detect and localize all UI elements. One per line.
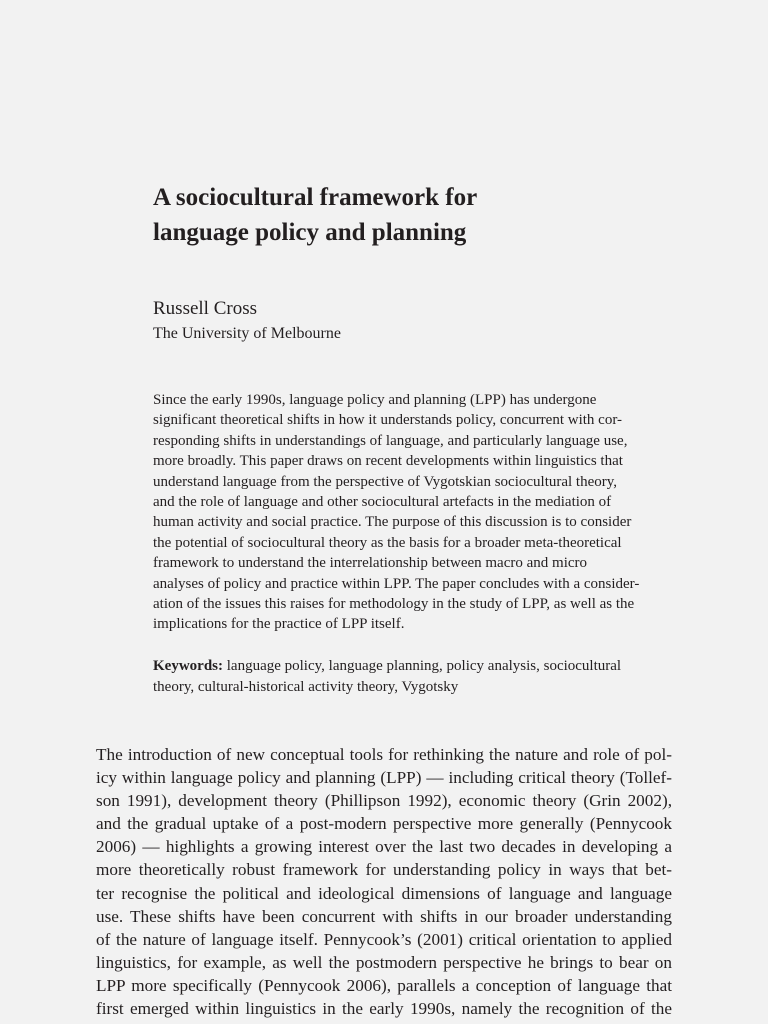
- abstract: [153, 390, 673, 635]
- article-title-line: A sociocultural framework for: [153, 184, 478, 211]
- abstract-line: significant theoretical shifts in how it understands policy, concurrent with cor-: [153, 412, 623, 429]
- keywords-line: [153, 656, 673, 677]
- body-line: LPP more specifically (Pennycook 2006), parallels a conception of language that: [96, 975, 672, 995]
- abstract-line: framework to understand the interrelationship between macro and micro: [153, 555, 588, 572]
- keywords-text: language policy, language planning, policy analysis, sociocultural: [223, 658, 622, 674]
- article-title-line: language policy and planning: [153, 219, 467, 246]
- body-line: use. These shifts have been concurrent with shifts in our broader understanding: [96, 906, 672, 926]
- author-affiliation: The University of Melbourne: [153, 325, 341, 342]
- abstract-line: implications for the practice of LPP itself.: [153, 616, 405, 633]
- body-line: more theoretically robust framework for understanding policy in ways that bet-: [96, 860, 672, 880]
- keywords-line: theory, cultural-historical activity theory, Vygotsky: [153, 679, 459, 695]
- abstract-line: Since the early 1990s, language policy and planning (LPP) has undergone: [153, 392, 597, 408]
- abstract-line: human activity and social practice. The purpose of this discussion is to consider: [153, 514, 632, 531]
- body-line: and the gradual uptake of a post-modern perspective more generally (Pennycook: [96, 814, 672, 834]
- body-line: 2006) — highlights a growing interest over the last two decades in developing a: [96, 837, 672, 857]
- abstract-line: analyses of policy and practice within LPP. The paper concludes with a consider-: [153, 575, 640, 592]
- keywords-label: Keywords:: [153, 658, 223, 674]
- abstract-line: ation of the issues this raises for methodology in the study of LPP, as well as the: [153, 596, 635, 613]
- body-line: son 1991), development theory (Phillipson 1992), economic theory (Grin 2002),: [96, 791, 672, 811]
- body-line: ter recognise the political and ideological dimensions of language and language: [96, 883, 672, 903]
- abstract-line: more broadly. This paper draws on recent developments within linguistics that: [153, 453, 623, 470]
- body-line: The introduction of new conceptual tools for rethinking the nature and role of pol-: [96, 745, 672, 764]
- body-line: icy within language policy and planning (LPP) — including critical theory (Tollef-: [96, 768, 672, 788]
- abstract-line: the potential of sociocultural theory as the basis for a broader meta-theoretical: [153, 534, 622, 551]
- abstract-line: understand language from the perspective of Vygotskian sociocultural theory,: [153, 473, 618, 490]
- body-line: first emerged within linguistics in the early 1990s, namely the recognition of the: [96, 999, 672, 1019]
- author-name: Russell Cross: [153, 298, 257, 319]
- keywords: [153, 656, 673, 698]
- body-paragraph: [96, 743, 672, 1020]
- body-line: linguistics, for example, as well the postmodern perspective he brings to bear on: [96, 952, 672, 972]
- abstract-line: responding shifts in understandings of language, and particularly language use,: [153, 432, 628, 449]
- abstract-line: and the role of language and other sociocultural artefacts in the mediation of: [153, 494, 612, 511]
- article-title: [153, 180, 477, 250]
- body-line: of the nature of language itself. Pennycook’s (2001) critical orientation to applied: [96, 929, 672, 949]
